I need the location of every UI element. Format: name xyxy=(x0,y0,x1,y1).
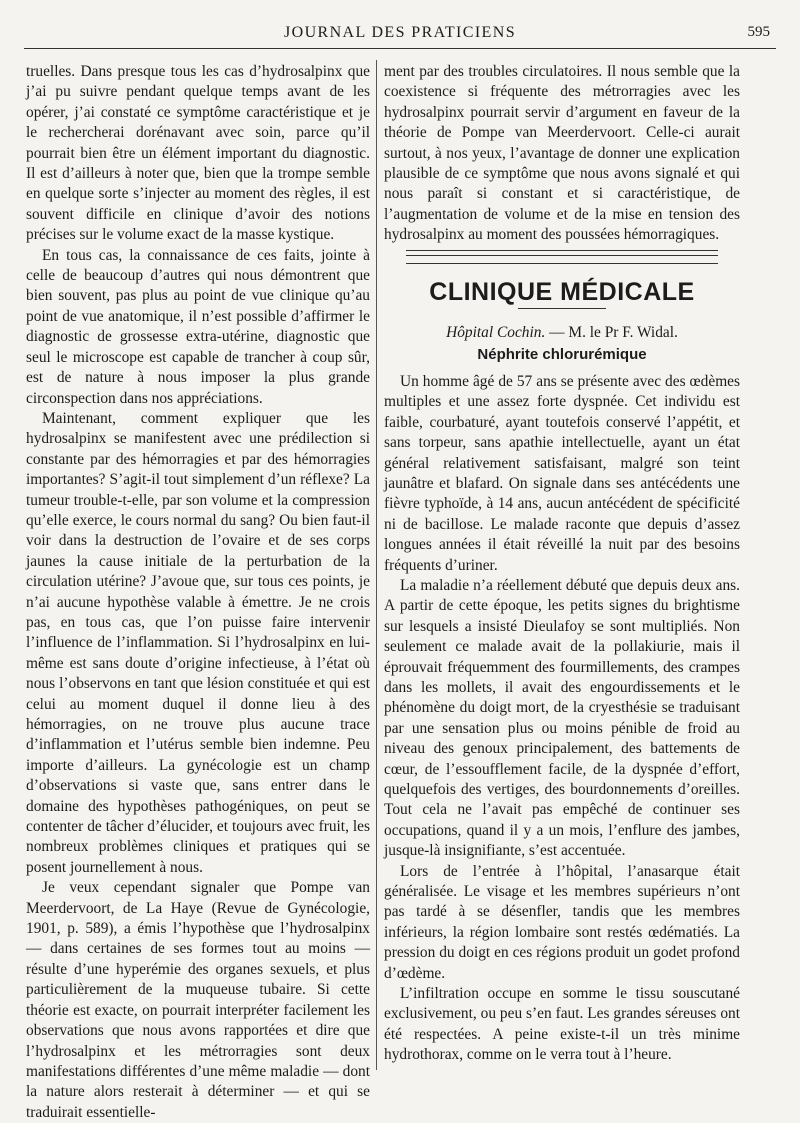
byline xyxy=(384,323,740,343)
section-separator xyxy=(406,250,718,264)
running-header xyxy=(28,22,772,46)
paragraph: truelles. Dans presque tous les cas d’hydrosalpinx que j’ai pu suivre pendant quelque temps avant de les opérer, j’ai constaté ce symptôme caractéristique et je le rechercherai dorénavant avec soin, parce qu’il pourrait bien être un élément important du diagnostic. Il est d’ailleurs à noter que, bien que la trompe semble en quelque sorte s’injecter au moment des règles, il est souvent difficile en clinique d’avoir des notions précises sur le volume exact de la masse kystique. xyxy=(26,63,370,244)
byline-author: — M. le Pr F. Widal. xyxy=(545,324,678,342)
paragraph: Maintenant, comment expliquer que les hydrosalpinx se manifestent avec une prédilection si constante par des hémorragies et par des hémorragies importantes? S’agit-il tout simplement d’un réflexe? La tumeur trouble-t-elle, par son volume et la compression qu’elle exerce, le cours normal du sang? Ou bien faut-il voir dans la destruction de l’ovaire et de ses corps jaunes la cause initiale de la perturbation de la circulation utérine? J’avoue que, sur tous ces points, je n’ai aucune hypothèse valable à émettre. Je ne crois pas, en tous cas, que l’on puisse faire intervenir l’influence de l’inflammation. Si l’hydrosalpinx en lui-même est sans doute d’origine infectieuse, à l’état où nous l’observons en tant que lésion constituée et qui est celui au moment duquel il donne lieu à des hémorragies, on ne trouve plus aucune trace d’inflammation et l’utérus semble bien indemne. Peu importe d’ailleurs. La gynécologie est un champ d’observations si vaste que, sans entrer dans le domaine des hypothèses pathogéniques, on peut se contenter de tâcher d’élucider, et toujours avec fruit, les nombreux problèmes cliniques et pratiques qui se posent journellement à nous. xyxy=(26,409,370,876)
column-divider xyxy=(376,60,377,1070)
right-column xyxy=(384,62,740,1066)
article-title: Néphrite chlorurémique xyxy=(477,346,647,364)
journal-title: JOURNAL DES PRATICIENS xyxy=(283,24,516,41)
paragraph: Lors de l’entrée à l’hôpital, l’anasarque était généralisée. Le visage et les membres supérieurs n’ont pas tardé à se désenfler, tandis que les membres inférieurs, la région lombaire sont restés œdématiés. La pression du doigt en ces régions produit un godet profond d’œdème. xyxy=(384,862,740,982)
paragraph: La maladie n’a réellement débuté que depuis deux ans. A partir de cette époque, les petits signes du brightisme sur lesquels a insisté Dieulafoy se sont multipliés. Non seulement ce malade avait de la pollakiurie, mais il éprouvait fréquemment des fourmillements, des crampes dans les mollets, il avait des engourdissements et le phénomène du doigt mort, de la cryesthésie se traduisant par une sensation plus ou moins pénible de froid au niveau des genoux principalement, des battements de cœur, de l’essoufflement facile, de la dyspnée d’effort, quelquefois des vertiges, des bourdonnements d’oreilles. Tout cela ne l’avait pas empêché de continuer ses occupations, quand il y a un mois, l’enflure des jambes, jusque-là insignifiante, s’est accentuée. xyxy=(384,576,740,860)
section-rule xyxy=(518,308,606,309)
paragraph: L’infiltration occupe en somme le tissu souscutané exclusivement, ou peu s’en faut. Les grandes séreuses ont été respectées. A peine existe-t-il un très minime hydrothorax, comme on le verra tout à l’heure. xyxy=(384,985,740,1064)
section-title: CLINIQUE MÉDICALE xyxy=(429,277,695,306)
paragraph: ment par des troubles circulatoires. Il nous semble que la coexistence si fréquente des métrorragies avec les hydrosalpinx pourrait servir d’argument en faveur de la théorie de Pompe van Meerdervoort. Celle-ci aurait surtout, à nos yeux, l’avantage de donner une explication plausible de ce symptôme que nous avons signalé et qui nous paraît si constant et si caractéristique, de l’augmentation de volume et de la mise en tension des hydrosalpinx au moment des poussées hémorragiques. xyxy=(384,63,740,244)
byline-place: Hôpital Cochin. xyxy=(446,324,546,342)
paragraph: Un homme âgé de 57 ans se présente avec des œdèmes multiples et une assez forte dyspnée. Cet individu est faible, courbaturé, ayant toutefois conservé l’appétit, et sans torpeur, sans apathie intellectuelle, ayant un état général relativement satisfaisant, malgré son teint jaunâtre et blafard. On signale dans ses antécédents une fièvre typhoïde, à 14 ans, aucun antécédent de spécificité ni de bacillose. Le malade raconte que depuis d’assez longues années il était réveillé la nuit par des besoins fréquents d’uriner. xyxy=(384,372,740,574)
left-column xyxy=(26,62,370,1123)
header-rule xyxy=(24,48,776,49)
paragraph: Je veux cependant signaler que Pompe van Meerdervoort, de La Haye (Revue de Gynécologie, 1901, p. 589), a émis l’hypothèse que l’hydrosalpinx — dans certaines de ses formes tout au moins — résulte d’une hyperémie des organes sexuels, et plus particulièrement de la muqueuse tubaire. Si cette théorie est exacte, on pourrait interpréter facilement les observations que nous avons rapportées et dire que l’hydrosalpinx et les métrorragies sont deux manifestations différentes d’une même maladie — dont la nature alors resterait à déterminer — et qui se traduirait essentielle- xyxy=(26,879,370,1121)
page-number: 595 xyxy=(747,24,770,40)
paragraph: En tous cas, la connaissance de ces faits, jointe à celle de beaucoup d’autres qui nous démontrent que bien souvent, pas plus au point de vue clinique qu’au point de vue anatomique, il n’est possible d’affirmer le diagnostic de grossesse extra-utérine, diagnostic que seul le microscope est capable de trancher à coup sûr, est de nature à nous imposer la plus grande circonspection dans nos appréciations. xyxy=(26,246,370,407)
